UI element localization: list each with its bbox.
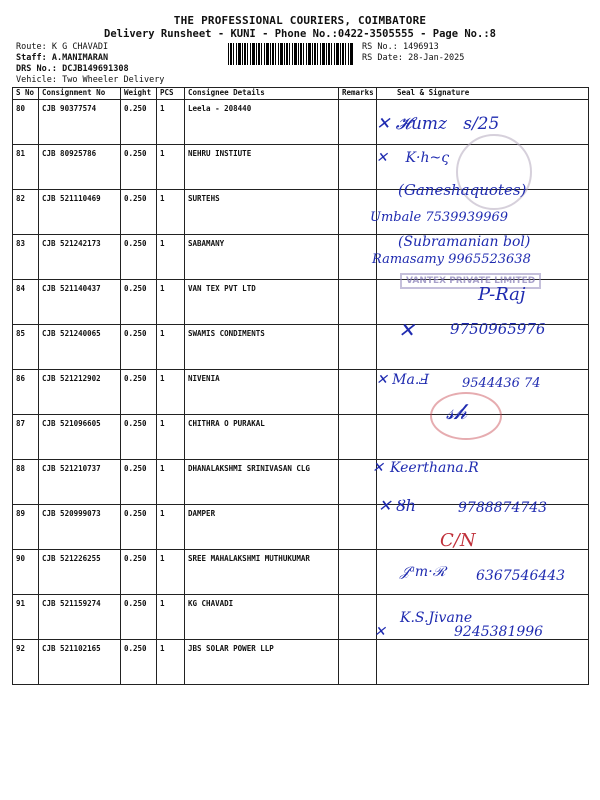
cell-weight: 0.250 bbox=[121, 370, 157, 415]
cell-consignee: NIVENIA bbox=[185, 370, 339, 415]
col-consignment: Consignment No bbox=[39, 88, 121, 100]
handwriting-90: C/N bbox=[440, 530, 476, 551]
cell-weight: 0.250 bbox=[121, 415, 157, 460]
cell-consignee: SURTEHS bbox=[185, 190, 339, 235]
route-line bbox=[16, 42, 164, 53]
signature-81: ✕ K·h~ς bbox=[376, 150, 450, 166]
cell-sno: 87 bbox=[13, 415, 39, 460]
cell-pcs: 1 bbox=[157, 235, 185, 280]
cell-weight: 0.250 bbox=[121, 190, 157, 235]
col-remarks: Remarks bbox=[339, 88, 377, 100]
cell-consignment: CJB 80925786 bbox=[39, 145, 121, 190]
route-label: Route: bbox=[16, 42, 47, 52]
table-row bbox=[13, 415, 589, 460]
mark-92: ✕ bbox=[374, 624, 386, 640]
cell-consignee: DAMPER bbox=[185, 505, 339, 550]
cell-sno: 83 bbox=[13, 235, 39, 280]
cell-pcs: 1 bbox=[157, 145, 185, 190]
cell-sno: 86 bbox=[13, 370, 39, 415]
cell-consignee: KG CHAVADI bbox=[185, 595, 339, 640]
cell-pcs: 1 bbox=[157, 640, 185, 685]
drs-value: DCJB149691308 bbox=[62, 64, 129, 74]
cell-consignee: VAN TEX PVT LTD bbox=[185, 280, 339, 325]
cell-sno: 88 bbox=[13, 460, 39, 505]
rs-date-line bbox=[362, 53, 464, 64]
company-title: THE PROFESSIONAL COURIERS, COIMBATORE bbox=[173, 14, 427, 27]
cell-remarks bbox=[339, 640, 377, 685]
cell-consignment: CJB 521242173 bbox=[39, 235, 121, 280]
rs-date-label: RS Date: bbox=[362, 53, 403, 63]
cell-pcs: 1 bbox=[157, 100, 185, 145]
handwriting-92b: 9245381996 bbox=[454, 624, 544, 640]
cell-sno: 81 bbox=[13, 145, 39, 190]
vehicle-value: Two Wheeler Delivery bbox=[62, 75, 165, 85]
cell-weight: 0.250 bbox=[121, 100, 157, 145]
drs-label: DRS No.: bbox=[16, 64, 57, 74]
table-row bbox=[13, 460, 589, 505]
cell-weight: 0.250 bbox=[121, 280, 157, 325]
cell-sno: 84 bbox=[13, 280, 39, 325]
vehicle-line bbox=[16, 75, 164, 86]
cell-consignee: CHITHRA O PURAKAL bbox=[185, 415, 339, 460]
route-value: K G CHAVADI bbox=[51, 42, 109, 52]
cell-sno: 90 bbox=[13, 550, 39, 595]
handwriting-89: 9788874743 bbox=[458, 500, 548, 516]
handwriting-83: (Subramanian bol) bbox=[398, 234, 531, 250]
cell-sno: 89 bbox=[13, 505, 39, 550]
cell-pcs: 1 bbox=[157, 505, 185, 550]
cell-consignee: Leela - 208440 bbox=[185, 100, 339, 145]
cell-weight: 0.250 bbox=[121, 145, 157, 190]
cell-weight: 0.250 bbox=[121, 460, 157, 505]
cell-weight: 0.250 bbox=[121, 550, 157, 595]
cell-sno: 80 bbox=[13, 100, 39, 145]
cell-pcs: 1 bbox=[157, 550, 185, 595]
cell-consignee: SABAMANY bbox=[185, 235, 339, 280]
handwriting-83b: Ramasamy 9965523638 bbox=[372, 252, 531, 267]
rs-no-line bbox=[362, 42, 464, 53]
mark-85: ✕ bbox=[398, 318, 415, 342]
handwriting-82b: Umbale 7539939969 bbox=[370, 210, 509, 225]
vehicle-label: Vehicle: bbox=[16, 75, 57, 85]
cell-consignment: CJB 90377574 bbox=[39, 100, 121, 145]
cell-pcs: 1 bbox=[157, 595, 185, 640]
handwriting-86: 9544436 74 bbox=[462, 376, 541, 391]
cell-remarks bbox=[339, 460, 377, 505]
cell-signature bbox=[377, 640, 589, 685]
col-signature: Seal & Signature bbox=[377, 88, 589, 100]
signature-87: 𝓈𝒽 bbox=[446, 400, 467, 425]
table-row bbox=[13, 640, 589, 685]
col-weight: Weight bbox=[121, 88, 157, 100]
handwriting-85: 9750965976 bbox=[450, 320, 546, 338]
handwriting-91: 6367546443 bbox=[476, 568, 566, 584]
cell-remarks bbox=[339, 280, 377, 325]
cell-sno: 91 bbox=[13, 595, 39, 640]
cell-remarks bbox=[339, 370, 377, 415]
rs-no-value: 1496913 bbox=[402, 42, 439, 52]
cell-remarks bbox=[339, 415, 377, 460]
rs-date-value: 28-Jan-2025 bbox=[408, 53, 465, 63]
cell-remarks bbox=[339, 550, 377, 595]
mark-88: ✕ bbox=[372, 460, 384, 476]
drs-line bbox=[16, 64, 164, 75]
cell-consignment: CJB 521140437 bbox=[39, 280, 121, 325]
cell-consignment: CJB 521212902 bbox=[39, 370, 121, 415]
cell-remarks bbox=[339, 505, 377, 550]
cell-remarks bbox=[339, 235, 377, 280]
cell-pcs: 1 bbox=[157, 415, 185, 460]
signature-89: ✕ Ȣh bbox=[378, 496, 416, 515]
cell-consignment: CJB 520999073 bbox=[39, 505, 121, 550]
handwriting-88: Keerthana.R bbox=[390, 460, 479, 476]
handwriting-82: (Ganeshaquotes) bbox=[398, 181, 527, 199]
cell-sno: 92 bbox=[13, 640, 39, 685]
cell-consignee: SREE MAHALAKSHMI MUTHUKUMAR bbox=[185, 550, 339, 595]
cell-remarks bbox=[339, 100, 377, 145]
cell-pcs: 1 bbox=[157, 325, 185, 370]
meta-right bbox=[362, 42, 464, 64]
staff-value: A.MANIMARAN bbox=[51, 53, 109, 63]
meta-left bbox=[16, 42, 164, 86]
handwriting-84: P-Raj bbox=[478, 284, 526, 305]
cell-weight: 0.250 bbox=[121, 640, 157, 685]
col-consignee: Consignee Details bbox=[185, 88, 339, 100]
cell-remarks bbox=[339, 145, 377, 190]
cell-sno: 85 bbox=[13, 325, 39, 370]
cell-consignment: CJB 521226255 bbox=[39, 550, 121, 595]
cell-weight: 0.250 bbox=[121, 505, 157, 550]
barcode bbox=[228, 43, 354, 65]
cell-weight: 0.250 bbox=[121, 235, 157, 280]
company-stamp-84: VANTEX PRIVATE LIMITED bbox=[400, 273, 541, 289]
cell-weight: 0.250 bbox=[121, 595, 157, 640]
table-header-row bbox=[13, 88, 589, 100]
runsheet-subtitle: Delivery Runsheet - KUNI - Phone No.:0422-3505555 - Page No.:8 bbox=[104, 28, 496, 40]
staff-line bbox=[16, 53, 164, 64]
cell-sno: 82 bbox=[13, 190, 39, 235]
cell-remarks bbox=[339, 325, 377, 370]
signature-91: 𝒥ᵃm·ℛ bbox=[400, 564, 446, 580]
cell-remarks bbox=[339, 595, 377, 640]
signature-80: ✕ 𝓗umz s/25 bbox=[376, 114, 500, 134]
cell-consignee: JBS SOLAR POWER LLP bbox=[185, 640, 339, 685]
cell-consignment: CJB 521110469 bbox=[39, 190, 121, 235]
col-pcs: PCS bbox=[157, 88, 185, 100]
cell-consignment: CJB 521159274 bbox=[39, 595, 121, 640]
cell-consignee: DHANALAKSHMI SRINIVASAN CLG bbox=[185, 460, 339, 505]
cell-consignment: CJB 521240065 bbox=[39, 325, 121, 370]
handwriting-92a: K.S.Jivane bbox=[400, 610, 473, 626]
cell-pcs: 1 bbox=[157, 190, 185, 235]
staff-label: Staff: bbox=[16, 53, 47, 63]
cell-consignment: CJB 521210737 bbox=[39, 460, 121, 505]
cell-pcs: 1 bbox=[157, 370, 185, 415]
cell-pcs: 1 bbox=[157, 460, 185, 505]
cell-consignment: CJB 521102165 bbox=[39, 640, 121, 685]
cell-consignee: NEHRU INSTIUTE bbox=[185, 145, 339, 190]
col-sno: S No bbox=[13, 88, 39, 100]
cell-pcs: 1 bbox=[157, 280, 185, 325]
cell-weight: 0.250 bbox=[121, 325, 157, 370]
mark-86: ✕ Ma.Ⅎ bbox=[376, 372, 430, 388]
cell-consignee: SWAMIS CONDIMENTS bbox=[185, 325, 339, 370]
rs-no-label: RS No.: bbox=[362, 42, 398, 52]
cell-consignment: CJB 521096605 bbox=[39, 415, 121, 460]
